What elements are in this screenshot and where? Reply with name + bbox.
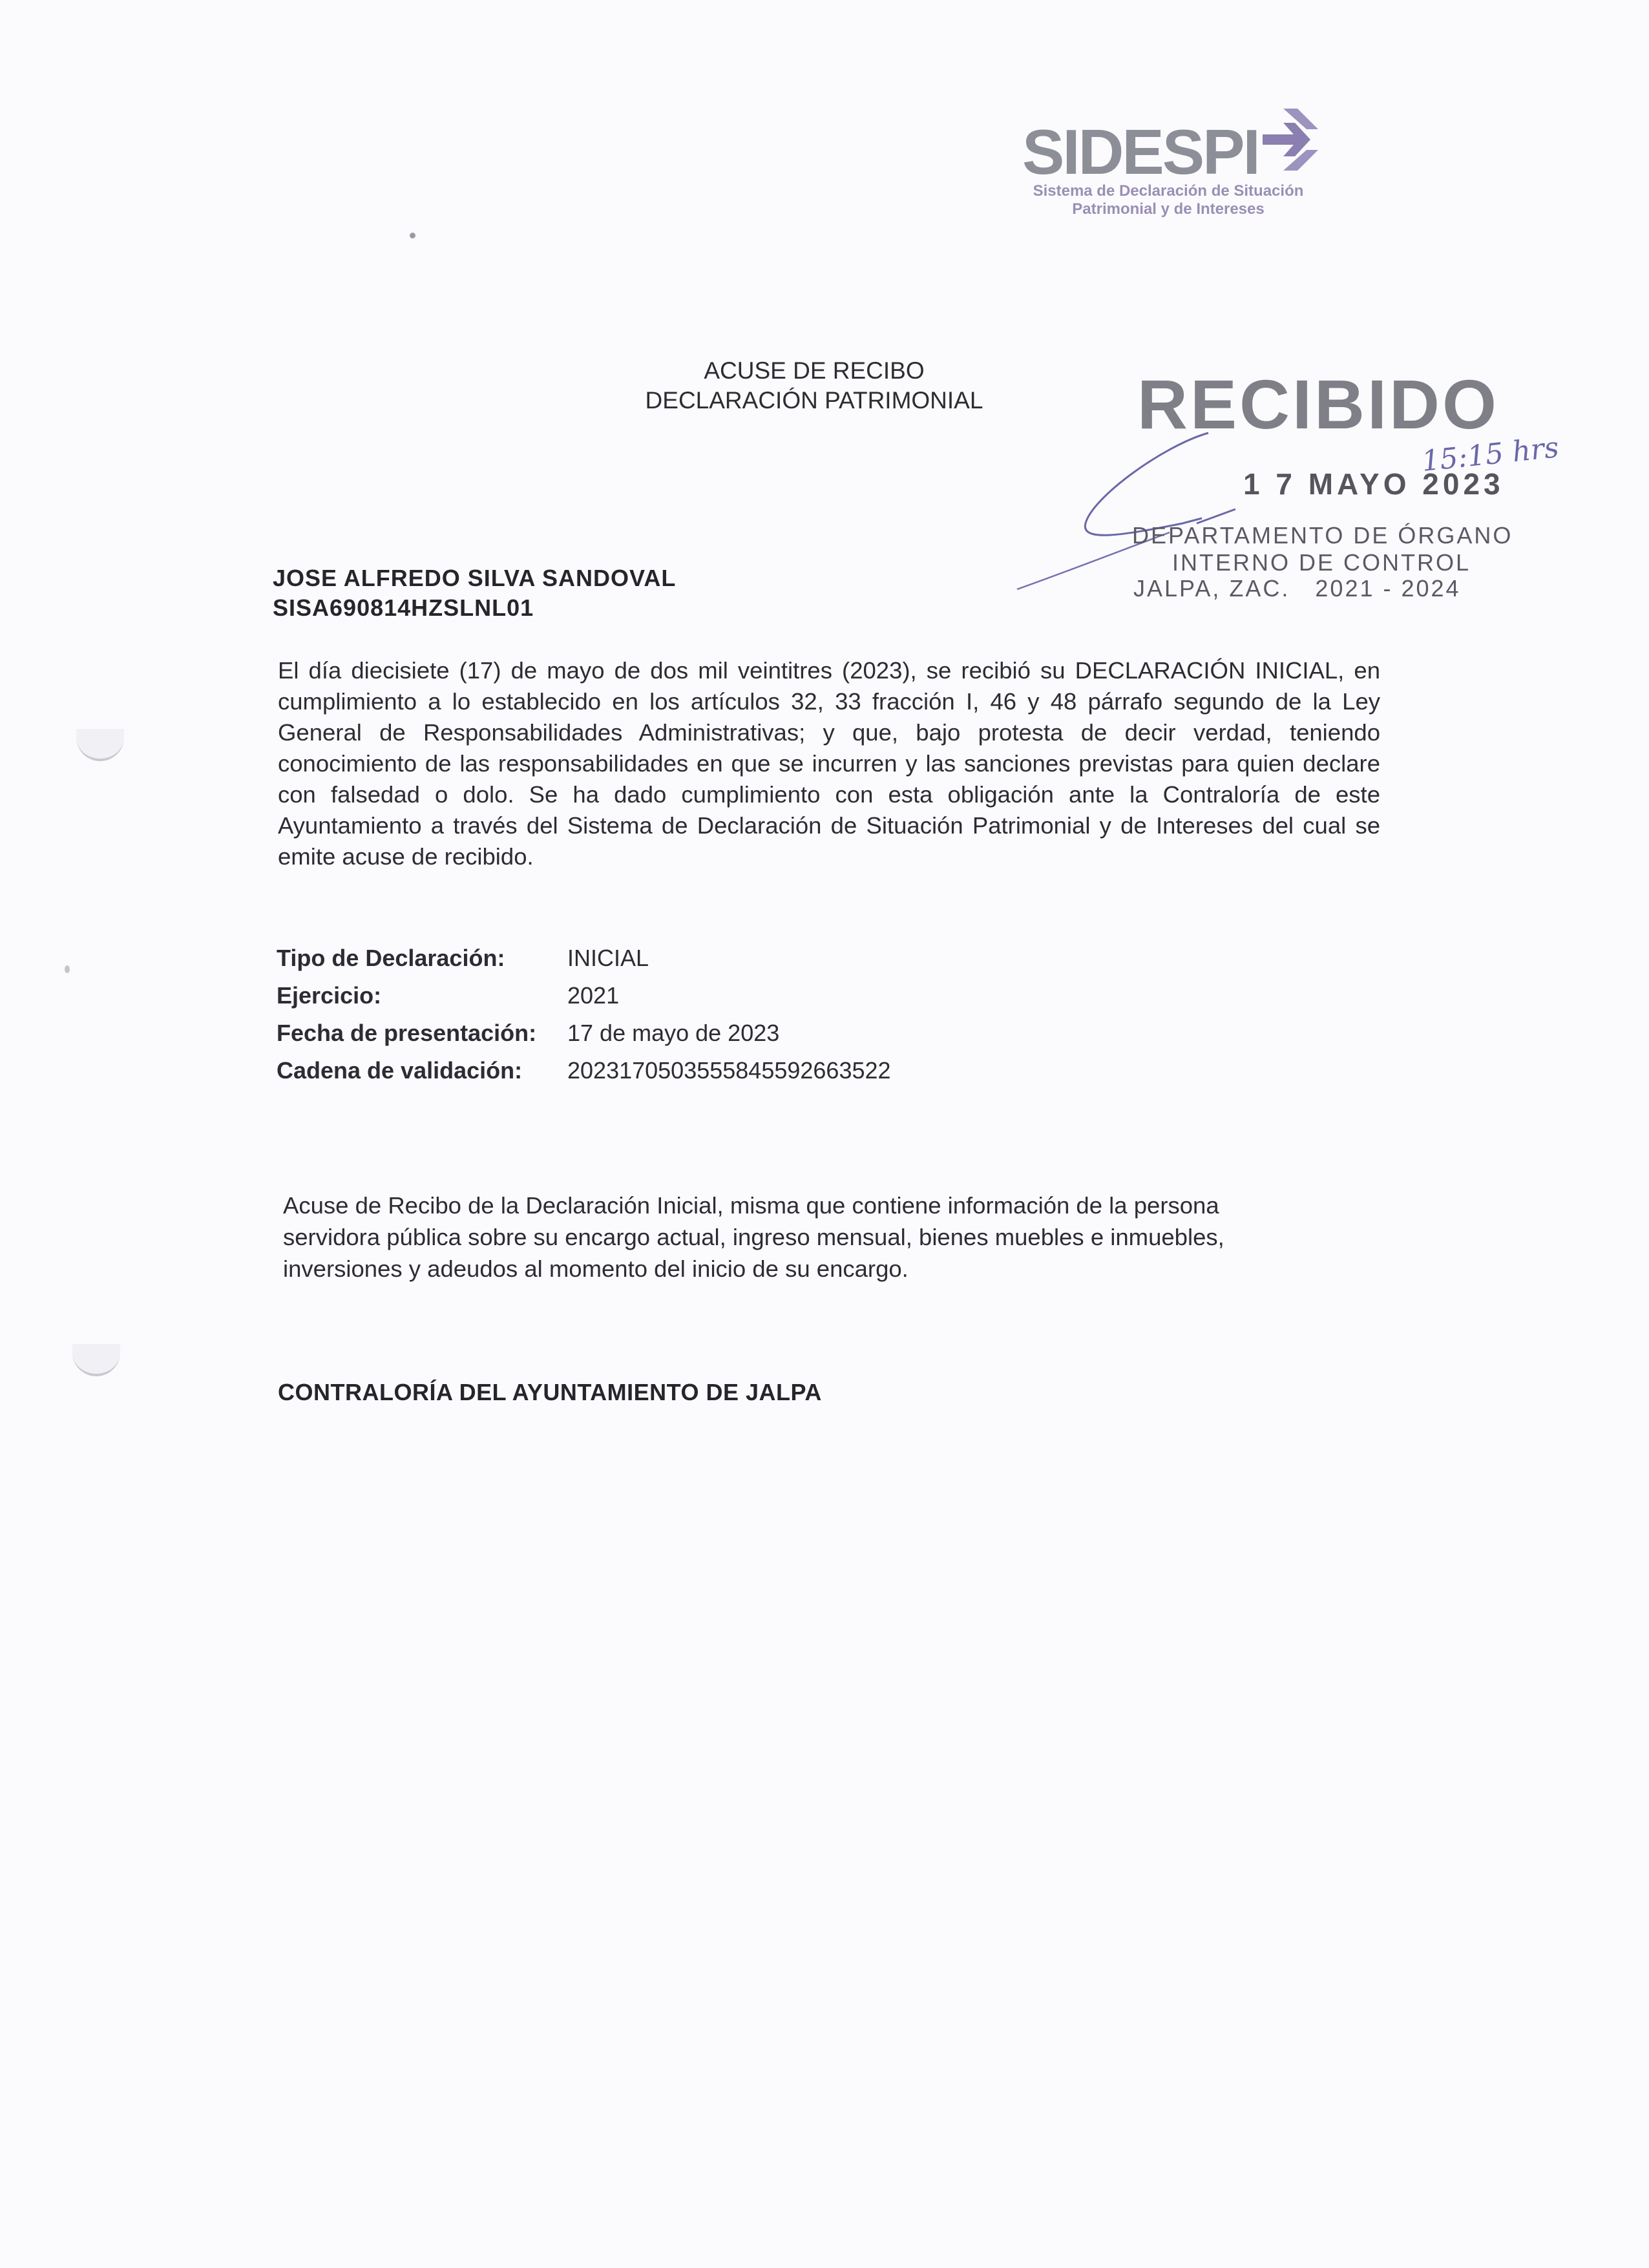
declarant-name: JOSE ALFREDO SILVA SANDOVAL [273,565,677,591]
document-title-line1: ACUSE DE RECIBO [704,357,925,384]
field-row [277,940,898,977]
double-arrow-icon [1257,103,1325,173]
field-value: 2021 [567,982,620,1009]
field-row [277,1014,898,1052]
scan-speck [410,233,415,238]
field-label: Fecha de presentación: [277,1020,537,1046]
field-label: Tipo de Declaración: [277,945,505,971]
document-title-line2: DECLARACIÓN PATRIMONIAL [645,387,983,414]
punch-hole-bottom [72,1344,120,1376]
field-value: INICIAL [567,945,649,971]
received-stamp [1008,362,1590,607]
field-label: Ejercicio: [277,982,382,1009]
punch-hole-top [76,729,124,761]
field-label: Cadena de validación: [277,1057,523,1084]
declarant-rfc: SISA690814HZSLNL01 [273,594,534,621]
stamp-date: 1 7 MAYO 2023 [1243,467,1504,501]
declaration-fields [277,940,898,1089]
sidespi-logo [1020,103,1323,223]
body-paragraph: El día diecisiete (17) de mayo de dos mil veintitres (2023), se recibió su DECLARACIÓN INICIAL, en cumplimiento a lo establecido en los artículos 32, 33 fracción I, 46 y 48 párrafo segundo de la Ley General de Responsabilidades Administrativas; y que, bajo protesta de decir verdad, teniendo conocimiento de las responsabilidades en que se incurren y las sanciones previstas para quien declare con falsedad o dolo. Se ha dado cumplimiento con esta obligación ante la Contraloría de este Ayuntamiento a través del Sistema de Declaración de Situación Patrimonial y de Intereses del cual se emite acuse de recibido. [278,657,1380,870]
summary-paragraph: Acuse de Recibo de la Declaración Inicial, misma que contiene información de la persona servidora pública sobre su encargo actual, ingreso mensual, bienes muebles e inmuebles, inversiones y adeudos al momento del inicio de su encargo. [283,1192,1224,1282]
scan-speck [65,965,70,973]
field-value: 20231705035558455926635​22 [567,1057,891,1084]
stamp-department-line2: INTERNO DE CONTROL [1172,549,1471,576]
logo-word: SIDESPI [1022,116,1259,187]
stamp-received-word: RECIBIDO [1137,365,1500,443]
logo-subtitle-line1: Sistema de Declaración de Situación [1033,182,1304,200]
field-row [277,1052,898,1089]
stamp-department-line3: JALPA, ZAC. 2021 - 2024 [1133,575,1461,602]
stamp-department-line1: DEPARTAMENTO DE ÓRGANO [1132,522,1513,549]
handwritten-time: 15:15 hrs [1420,431,1560,478]
issuer-footer: CONTRALORÍA DEL AYUNTAMIENTO DE JALPA [278,1379,822,1405]
field-value: 17 de mayo de 2023 [567,1020,780,1046]
field-row [277,977,898,1014]
logo-subtitle-line2: Patrimonial y de Intereses [1072,200,1265,218]
